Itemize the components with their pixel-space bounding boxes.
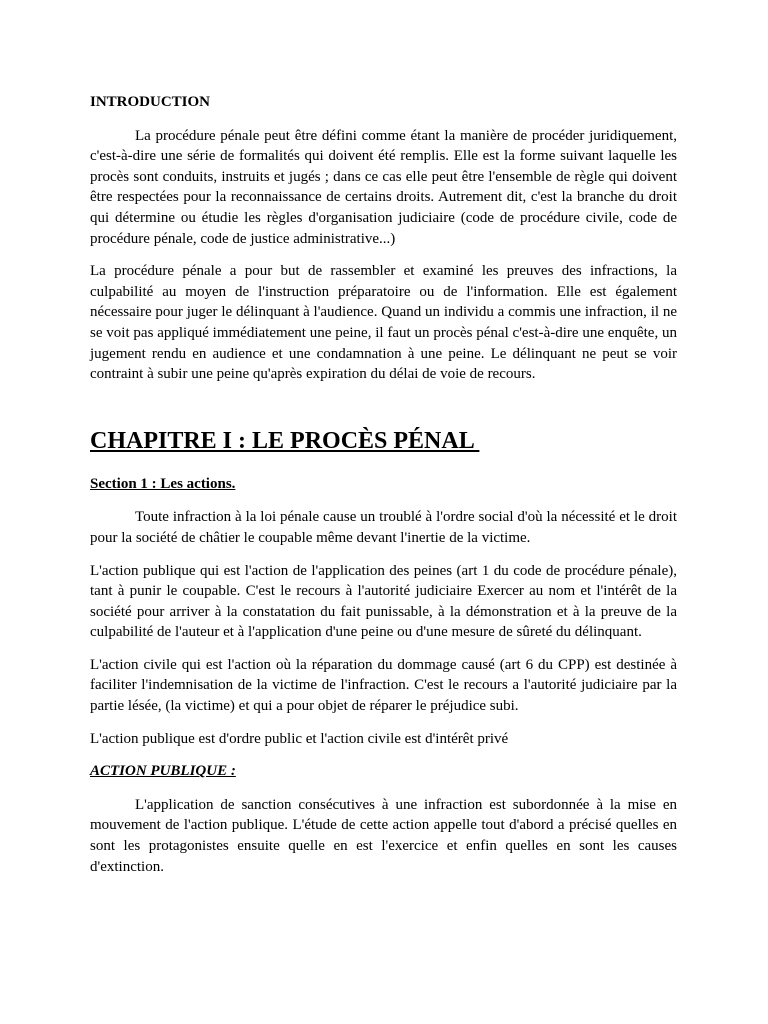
document-body (90, 92, 677, 889)
final-paragraph: L'application de sanction consécutives à une infraction est subordonnée à la mise en mouvement de l'action publique. L'étude de cette action appelle tout d'abord a précisé quelles en sont les protagonistes ensuite quelle en est l'exercice et enfin quelles en sont les causes d'extinction. (90, 796, 677, 875)
intro-paragraph-2: La procédure pénale a pour but de rassembler et examiné les preuves des infractions, la culpabilité au moyen de l'instruction préparatoire ou de l'information. Elle est également nécessaire pour juger le délinquant à l'audience. Quand un individu a commis une infraction, il ne se voit pas appliqué immédiatement une peine, il faut un procès pénal c'est-à-dire une enquête, un jugement rendu en audience et une condamnation à une peine. Le délinquant ne peut se voir contraint à subir une peine qu'après expiration du délai de voie de recours. (90, 263, 677, 383)
section-paragraph-2: L'action publique qui est l'action de l'application des peines (art 1 du code de procédure pénale), tant à punir le coupable. C'est le recours à l'autorité judiciaire Exercer au nom et l'intérêt de la société pour arriver à la constatation du fait punissable, à la démonstration et à la preuve de la culpabilité de l'auteur et à l'application d'une peine ou d'une mesure de sûreté du délinquant. (90, 562, 677, 641)
chapter-title: CHAPITRE I : LE PROCÈS PÉNAL (90, 427, 480, 454)
action-publique-heading: ACTION PUBLIQUE : (90, 763, 236, 780)
section-paragraph-3: L'action civile qui est l'action où la réparation du dommage causé (art 6 du CPP) est destinée à faciliter l'indemnisation de la victime de l'infraction. C'est le recours a l'autorité judiciaire par la partie lésée, (la victime) et qui a pour objet de réparer le préjudice subi. (90, 656, 677, 715)
intro-heading: INTRODUCTION (90, 94, 211, 110)
section-paragraph-1: Toute infraction à la loi pénale cause un troublé à l'ordre social d'où la nécessité et le droit pour la société de châtier le coupable même devant l'inertie de la victime. (90, 509, 677, 546)
intro-paragraph-1: La procédure pénale peut être défini comme étant la manière de procéder juridiquement, c'est-à-dire une série de formalités qui doivent été remplis. Elle est la forme suivant laquelle les procès sont conduits, instruits et jugés ; dans ce cas elle peut être l'ensemble de règle qui doivent être respectées pour la reconnaissance de certains droits. Autrement dit, c'est la branche du droit qui détermine ou étudie les règles d'organisation judiciaire (code de procédure civile, code de procédure pénale, code de justice administrative...) (90, 127, 677, 247)
section-title: Section 1 : Les actions. (90, 475, 236, 492)
section-paragraph-4: L'action publique est d'ordre public et l'action civile est d'intérêt privé (90, 730, 509, 747)
